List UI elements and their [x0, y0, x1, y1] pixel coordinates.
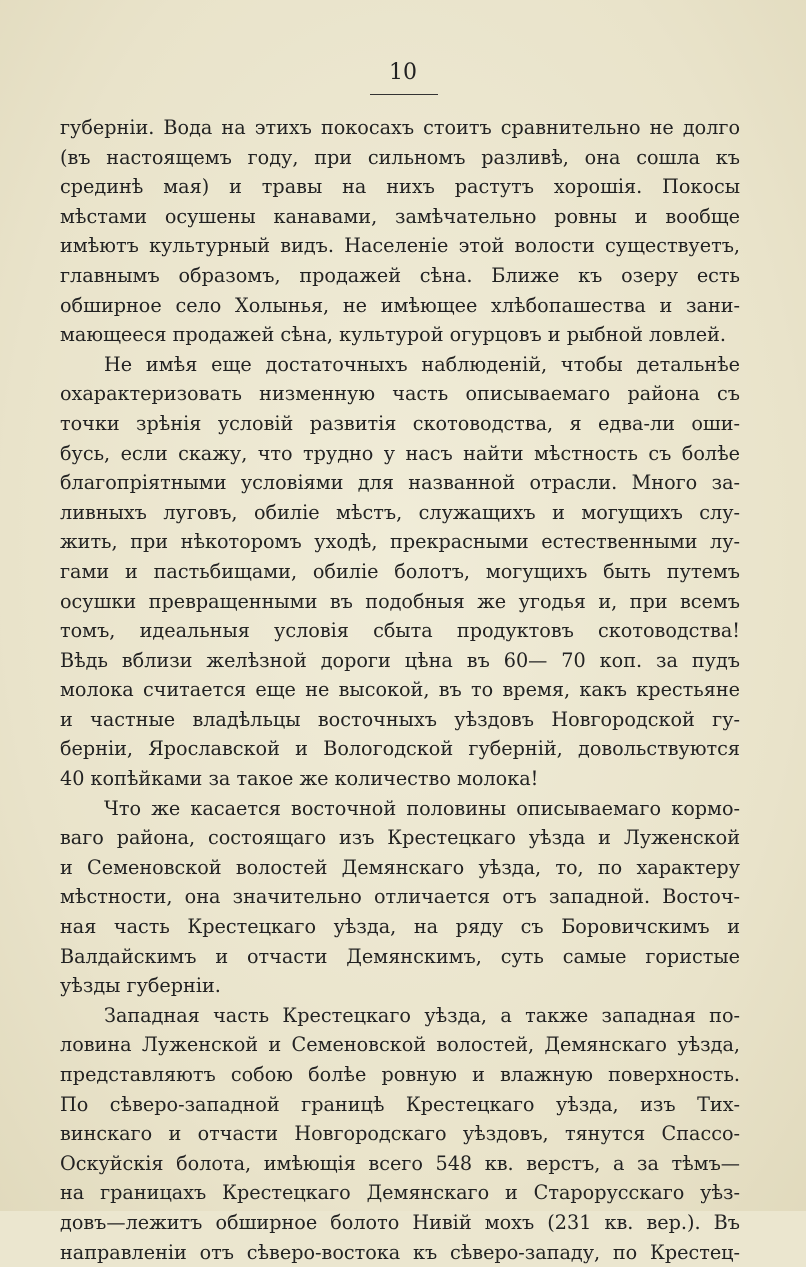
text-line: обширное село Холынья, не имѣющее хлѣбопашества и зани-	[60, 293, 740, 317]
text-line: ваго района, состоящаго изъ Крестецкаго уѣзда и Луженской	[60, 826, 740, 850]
text-line: осушки превращенными въ подобныя же угодья и, при всемъ	[60, 589, 740, 613]
text-line: мающееся продажей сѣна, культурой огурцовъ и рыбной ловлей.	[60, 323, 726, 347]
text-line: томъ, идеальныя условія сбыта продуктовъ скотоводства!	[60, 619, 740, 643]
text-line: ная часть Крестецкаго уѣзда, на ряду съ Боровичскимъ и	[60, 915, 740, 939]
text-line: благопріятными условіями для названной отрасли. Много за-	[60, 471, 740, 495]
body-text	[60, 113, 740, 1267]
text-line: мѣстности, она значительно отличается отъ западной. Восточ-	[60, 885, 740, 909]
text-line: Оскуйскія болота, имѣющія всего 548 кв. верстъ, а за тѣмъ—	[60, 1151, 740, 1175]
text-line: Не имѣя еще достаточныхъ наблюденій, чтобы детальнѣе	[104, 352, 740, 376]
text-line: (въ настоящемъ году, при сильномъ разливѣ, она сошла къ	[60, 145, 740, 169]
text-line: винскаго и отчасти Новгородскаго уѣздовъ, тянутся Спассо-	[60, 1122, 740, 1146]
text-line: гами и пастьбищами, обиліе болотъ, могущихъ быть путемъ	[60, 559, 740, 583]
text-line: бусь, если скажу, что трудно у насъ найти мѣстность съ болѣе	[60, 441, 740, 465]
text-line: губерніи. Вода на этихъ покосахъ стоитъ сравнительно не долго	[60, 116, 740, 139]
text-line: По сѣверо-западной границѣ Крестецкаго уѣзда, изъ Тих-	[60, 1092, 740, 1116]
text-line: уѣзды губерніи.	[60, 974, 221, 998]
text-line: жить, при нѣкоторомъ уходѣ, прекрасными естественными лу-	[60, 530, 740, 554]
text-line: направленіи отъ сѣверо-востока къ сѣверо-западу, по Крестец-	[60, 1240, 740, 1264]
text-line: Что же касается восточной половины описываемаго кормо-	[104, 796, 740, 820]
text-line: имѣютъ культурный видъ. Населеніе этой волости существуетъ,	[60, 234, 740, 258]
text-line: молока считается еще не высокой, въ то время, какъ крестьяне	[60, 678, 740, 702]
text-line: представляютъ собою болѣе ровную и влажную поверхность.	[60, 1063, 740, 1086]
text-line: Западная часть Крестецкаго уѣзда, а также западная по-	[104, 1003, 740, 1027]
text-line: главнымъ образомъ, продажей сѣна. Ближе къ озеру есть	[60, 263, 740, 287]
text-line: срединѣ мая) и травы на нихъ растутъ хорошія. Покосы	[60, 175, 740, 199]
text-line: 40 копѣйками за такое же количество молока!	[60, 767, 539, 791]
text-line: берніи, Ярославской и Вологодской губерній, довольствуются	[60, 737, 740, 761]
text-line: и Семеновской волостей Демянскаго уѣзда, то, по характеру	[60, 855, 740, 879]
text-line: точки зрѣнія условій развитія скотоводства, я едва-ли оши-	[60, 411, 740, 435]
text-line: Вѣдь вблизи желѣзной дороги цѣна въ 60— 70 коп. за пудъ	[60, 648, 740, 672]
text-line: ловина Луженской и Семеновской волостей, Демянскаго уѣзда,	[60, 1033, 740, 1057]
text-line: довъ—лежитъ обширное болото Нивій мохъ (231 кв. вер.). Въ	[60, 1210, 740, 1234]
page-number: 10	[389, 60, 417, 85]
text-line: и частные владѣльцы восточныхъ уѣздовъ Новгородской гу-	[60, 707, 740, 731]
text-line: на границахъ Крестецкаго Демянскаго и Старорусскаго уѣз-	[60, 1181, 740, 1205]
text-line: охарактеризовать низменную часть описываемаго района съ	[60, 382, 740, 406]
text-line: Валдайскимъ и отчасти Демянскимъ, суть самые гористые	[60, 944, 740, 968]
text-line: ливныхъ луговъ, обиліе мѣстъ, служащихъ и могущихъ слу-	[60, 500, 740, 524]
page-number-rule	[370, 94, 438, 95]
text-line: мѣстами осушены канавами, замѣчательно ровны и вообще	[60, 204, 740, 228]
